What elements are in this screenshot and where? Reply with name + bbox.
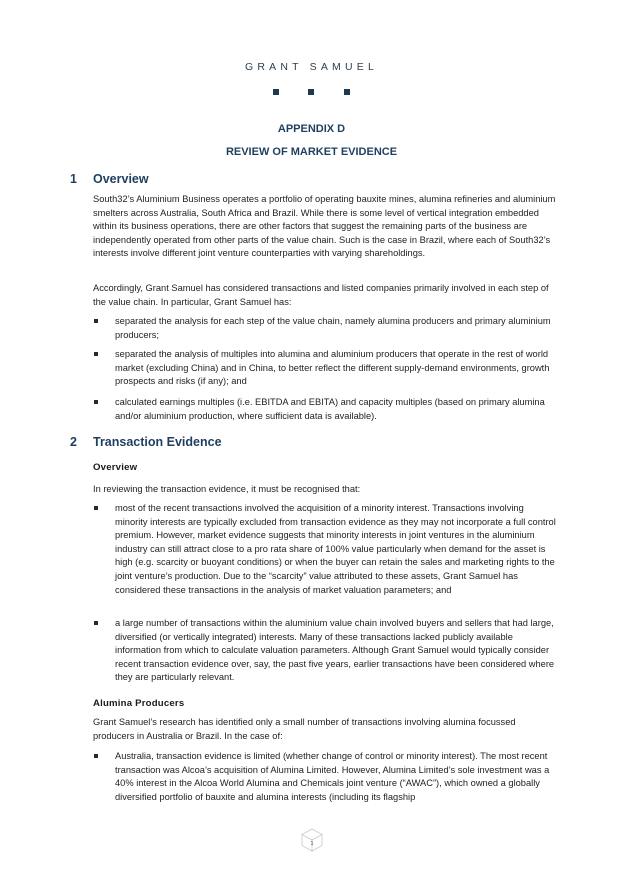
bullet-square-icon [94,352,98,356]
section-number: 1 [70,172,77,186]
list-item [93,348,556,389]
subheading-alumina-producers: Alumina Producers [93,698,185,709]
bullet-square-icon [94,754,98,758]
bullet-text: separated the analysis of multiples into alumina and aluminium producers that operate in the rest of world market (excluding China) and in China, to better reflect the different supply-demand environments, growth prospects and risks (if any); and [115,349,550,387]
section-title: Overview [93,172,149,186]
page-cube-icon [301,828,323,852]
bullet-text: Australia, transaction evidence is limited (whether change of control or minority interest). The most recent transaction was Alcoa’s acquisition of Alumina Limited. However, Alumina Limited’s sole investment was a 40% interest in the Alcoa World Alumina and Chemicals joint venture (“AWAC”), which owned a globally diversified portfolio of bauxite and alumina interests (including its flagship [115,751,550,802]
transaction-intro-paragraph: In reviewing the transaction evidence, it must be recognised that: [93,484,361,494]
bullet-square-icon [94,400,98,404]
logo-wordmark: GRANT SAMUEL [244,61,379,73]
bullet-text: calculated earnings multiples (i.e. EBITDA and EBITA) and capacity multiples (based on primary alumina and/or aluminium production, where sufficient data is available). [115,397,545,421]
list-item [93,502,556,597]
bullet-text: separated the analysis for each step of the value chain, namely alumina producers and primary aluminium producers; [115,316,551,340]
page-number: 1 [310,841,314,847]
section-title: Transaction Evidence [93,435,222,449]
section-heading-overview [70,172,149,186]
list-item [93,750,556,804]
list-item [93,396,556,423]
list-item [93,617,556,685]
section-heading-transaction-evidence [70,435,222,449]
bullet-text: a large number of transactions within the aluminium value chain involved buyers and sellers that had large, diversified (or vertically integrated) interests. Many of these transactions lacked publicly available information from which to calculate valuation parameters. Although Grant Samuel would typically consider recent transaction evidence over, say, the past five years, earlier transactions have been considered where they are particularly relevant. [115,618,555,683]
bullet-square-icon [94,621,98,625]
alumina-intro-paragraph: Grant Samuel’s research has identified only a small number of transactions involving alumina focussed producers in Australia or Brazil. In the case of: [93,717,516,741]
logo-dots [0,89,623,96]
subheading-overview: Overview [93,462,138,473]
appendix-label: APPENDIX D [277,123,346,135]
bullet-square-icon [94,319,98,323]
overview-paragraph-2: Accordingly, Grant Samuel has considered transactions and listed companies primarily involved in each step of the value chain. In particular, Grant Samuel has: [93,283,549,307]
logo-square-icon [344,89,350,95]
bullet-square-icon [94,506,98,510]
page-number-badge [301,828,323,852]
bullet-text: most of the recent transactions involved the acquisition of a minority interest. Transactions involving minority interests are typically excluded from transaction evidence as they may not incorporate a full control premium. However, market evidence suggests that minority interests in joint ventures in the aluminium industry can still attract close to a pro rata share of 100% value particularly when demand for the asset is high (e.g. scarcity or buoyant conditions) or when the buyer can retain the sales and marketing rights to the joint venture’s production. Due to the “scarcity” value attributed to these assets, Grant Samuel has considered these transactions in the analysis of market valuation parameters; and [115,503,556,595]
list-item [93,315,556,342]
logo-square-icon [273,89,279,95]
overview-paragraph-1: South32’s Aluminium Business operates a portfolio of operating bauxite mines, alumina refineries and aluminium smelters across Australia, South Africa and Brazil. While there is some level of vertical integration embedded within its business operations, there are other factors that suggest the remaining parts of the business are independently operated from other parts of the value chain. Such is the case in Brazil, where each of South32’s interests involve different joint venture counterparties with varying shareholdings. [93,194,556,259]
logo-square-icon [308,89,314,95]
appendix-title: REVIEW OF MARKET EVIDENCE [225,146,398,158]
section-number: 2 [70,435,77,449]
